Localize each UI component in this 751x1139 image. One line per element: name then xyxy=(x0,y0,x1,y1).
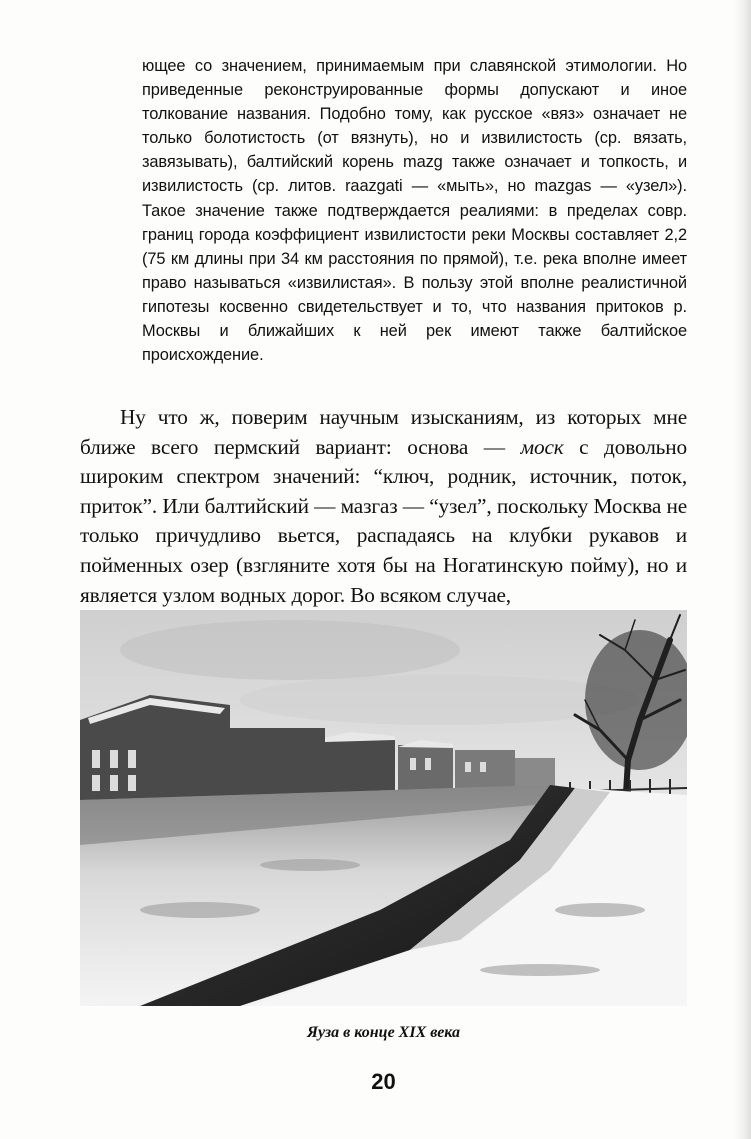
scan-edge-shadow xyxy=(733,0,751,1139)
main-text-italic-word: моск xyxy=(520,434,564,459)
main-text-part-2: с довольно широким спектром значений: “ключ, родник, источник, поток, приток”. Или балтийский — мазгаз — “узел”, поскольку Москва не только причудливо вьется, распадаясь на клубки рукавов и пойменных озер (взгляните хотя бы на Ногатинскую пойму), но и является узлом водных дорог. Во всяком случае, xyxy=(80,434,687,607)
main-paragraph xyxy=(80,403,687,610)
figure-photo xyxy=(80,610,687,1006)
main-text xyxy=(80,403,687,610)
quoted-passage xyxy=(142,54,687,367)
quoted-paragraph: ющее со значением, принимаемым при славянской этимологии. Но приведенные реконструированные формы допускают и иное толкование названия. Подобно тому, как русское «вяз» означает не только болотистость (от вязнуть), но и извилистость (ср. вязать, завязывать), балтийский корень mazg также означает и топкость, и извилистость (ср. литов. raazgati — «мыть», но mazgas — «узел»). Такое значение также подтверждается реалиями: в пределах совр. границ города коэффициент извилистости реки Москвы составляет 2,2 (75 км длины при 34 км расстояния по прямой), т.е. река вполне имеет право называться «извилистая». В пользу этой вполне реалистичной гипотезы косвенно свидетельствует и то, что названия притоков р. Москвы и ближайших к ней рек имеют также балтийское происхождение. xyxy=(142,57,687,365)
main-text-part-1: Ну что ж, поверим научным изысканиям, из которых мне ближе всего пермский вариант: основа — xyxy=(80,405,687,459)
river-photo-illustration xyxy=(80,610,687,1006)
figure-caption: Яуза в конце XIX века xyxy=(306,1024,461,1041)
page-number: 20 xyxy=(371,1069,396,1094)
